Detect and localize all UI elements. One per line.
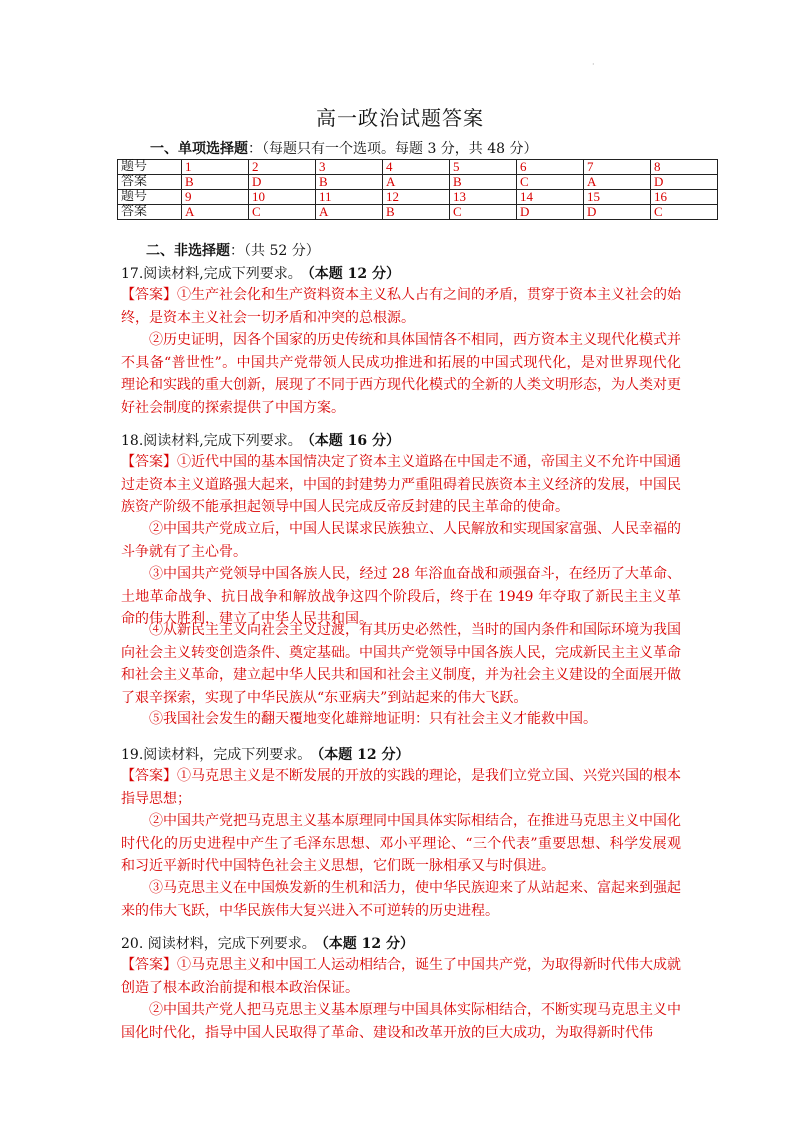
table-cell: 2 <box>249 160 316 175</box>
q18-title-text: 18.阅读材料,完成下列要求。 <box>121 433 302 449</box>
table-row <box>118 175 718 190</box>
section1-heading <box>150 138 538 158</box>
table-cell: 12 <box>383 190 450 205</box>
table-cell: B <box>450 175 517 190</box>
table-cell: A <box>182 205 249 220</box>
q18-answer-p1: 【答案】①近代中国的基本国情决定了资本主义道路在中国走不通，帝国主义不允许中国通过走资本主义道路强大起来，中国的封建势力严重阻碍着民族资本主义经济的发展，中国民族资产阶级不能承担起领导中国人民完成反帝反封建的民主革命的使命。 <box>121 454 681 515</box>
table-cell: A <box>383 175 450 190</box>
table-cell: C <box>450 205 517 220</box>
section1-label: 一、单项选择题 <box>150 141 248 157</box>
q19-title-text: 19.阅读材料，完成下列要求。 <box>121 747 312 763</box>
table-cell: A <box>584 175 651 190</box>
table-row <box>118 160 718 175</box>
q18-answer-p4: ④从新民主主义向社会主义过渡，有其历史必然性，当时的国内条件和国际环境为我国向社会主义转变创造条件、奠定基础。中国共产党领导中国各族人民，完成新民主主义革命和社会主义革命，建立起中华人民共和国和社会主义制度，并为社会主义建设的全面展开做了艰辛探索，实现了中华民族从“东亚病夫”到站起来的伟大飞跃。 <box>121 622 681 706</box>
table-cell: 15 <box>584 190 651 205</box>
q17-title-text: 17.阅读材料,完成下列要求。 <box>121 266 302 282</box>
table-cell: C <box>249 205 316 220</box>
q17-answer-p1: 【答案】①生产社会化和生产资料资本主义私人占有之间的矛盾，贯穿于资本主义社会的始终，是资本主义社会一切矛盾和冲突的总根源。 <box>121 287 681 326</box>
q18-answer-p2: ②中国共产党成立后，中国人民谋求民族独立、人民解放和实现国家富强、人民幸福的斗争就有了主心骨。 <box>121 521 681 560</box>
section2-heading <box>146 240 320 260</box>
q17-title <box>121 263 400 283</box>
table-cell: D <box>584 205 651 220</box>
table-cell: 14 <box>517 190 584 205</box>
page-title: 高一政治试题答案 <box>316 106 484 130</box>
q19-marks: （本题 12 分） <box>317 747 410 763</box>
table-row <box>118 205 718 220</box>
table-cell: A <box>316 205 383 220</box>
table-cell: C <box>517 175 584 190</box>
q20-answer-p2: ②中国共产党人把马克思主义基本原理与中国具体实际相结合，不断实现马克思主义中国化时代化，指导中国人民取得了革命、建设和改革开放的巨大成功，为取得新时代伟 <box>121 1002 681 1041</box>
q18-answer-p3: ③中国共产党领导中国各族人民，经过 28 年浴血奋战和顽强奋斗，在经历了大革命、土地革命战争、抗日战争和解放战争这四个阶段后，终于在 1949 年夺取了新民主主义革命的伟大胜利，建立了中华人民共和国。 <box>121 566 681 627</box>
q18-marks: （本题 16 分） <box>307 433 400 449</box>
section1-note: ：（每题只有一个选项。每题 3 分，共 48 分） <box>248 141 538 157</box>
q19-answer-p1: 【答案】①马克思主义是不断发展的开放的实践的理论，是我们立党立国、兴党兴国的根本指导思想； <box>121 768 681 807</box>
table-cell: 11 <box>316 190 383 205</box>
table-cell: 4 <box>383 160 450 175</box>
q20-marks: （本题 12 分） <box>321 936 414 952</box>
table-cell: 16 <box>651 190 718 205</box>
table-cell: 9 <box>182 190 249 205</box>
page-mark: · <box>592 60 595 69</box>
q19-answer-p2: ②中国共产党把马克思主义基本原理同中国具体实际相结合，在推进马克思主义中国化时代化的历史进程中产生了毛泽东思想、邓小平理论、“三个代表”重要思想、科学发展观和习近平新时代中国特色社会主义思想，它们既一脉相承又与时俱进。 <box>121 813 681 874</box>
table-cell: 8 <box>651 160 718 175</box>
section2-note: ：（共 52 分） <box>230 243 320 259</box>
table-cell: C <box>651 205 718 220</box>
table-cell: 5 <box>450 160 517 175</box>
q20-title <box>121 933 414 953</box>
section2-label: 二、非选择题 <box>146 243 230 259</box>
table-cell: D <box>517 205 584 220</box>
table-cell: 7 <box>584 160 651 175</box>
table-cell: B <box>316 175 383 190</box>
answer-table <box>117 159 718 220</box>
row-header: 答案 <box>118 175 182 190</box>
table-row <box>118 190 718 205</box>
table-cell: 10 <box>249 190 316 205</box>
row-header: 答案 <box>118 205 182 220</box>
table-cell: D <box>249 175 316 190</box>
q17-answer-p2: ②历史证明，因各个国家的历史传统和具体国情各不相同，西方资本主义现代化模式并不具备“普世性”。中国共产党带领人民成功推进和拓展的中国式现代化，是对世界现代化理论和实践的重大创新，展现了不同于西方现代化模式的全新的人类文明形态，为人类对更好社会制度的探索提供了中国方案。 <box>121 332 681 416</box>
table-cell: D <box>651 175 718 190</box>
table-cell: 3 <box>316 160 383 175</box>
row-header: 题号 <box>118 160 182 175</box>
table-cell: B <box>182 175 249 190</box>
q18-answer-p5: ⑤我国社会发生的翻天覆地变化雄辩地证明：只有社会主义才能救中国。 <box>149 711 597 727</box>
q17-marks: （本题 12 分） <box>307 266 400 282</box>
table-cell: 1 <box>182 160 249 175</box>
table-cell: 13 <box>450 190 517 205</box>
q19-answer-p3: ③马克思主义在中国焕发新的生机和活力，使中华民族迎来了从站起来、富起来到强起来的伟大飞跃，中华民族伟大复兴进入不可逆转的历史进程。 <box>121 880 681 919</box>
table-cell: 6 <box>517 160 584 175</box>
q20-title-text: 20. 阅读材料，完成下列要求。 <box>121 936 316 952</box>
table-cell: B <box>383 205 450 220</box>
q18-title <box>121 430 400 450</box>
row-header: 题号 <box>118 190 182 205</box>
q19-title <box>121 744 410 764</box>
q20-answer-p1: 【答案】①马克思主义和中国工人运动相结合，诞生了中国共产党，为取得新时代伟大成就创造了根本政治前提和根本政治保证。 <box>121 957 681 996</box>
